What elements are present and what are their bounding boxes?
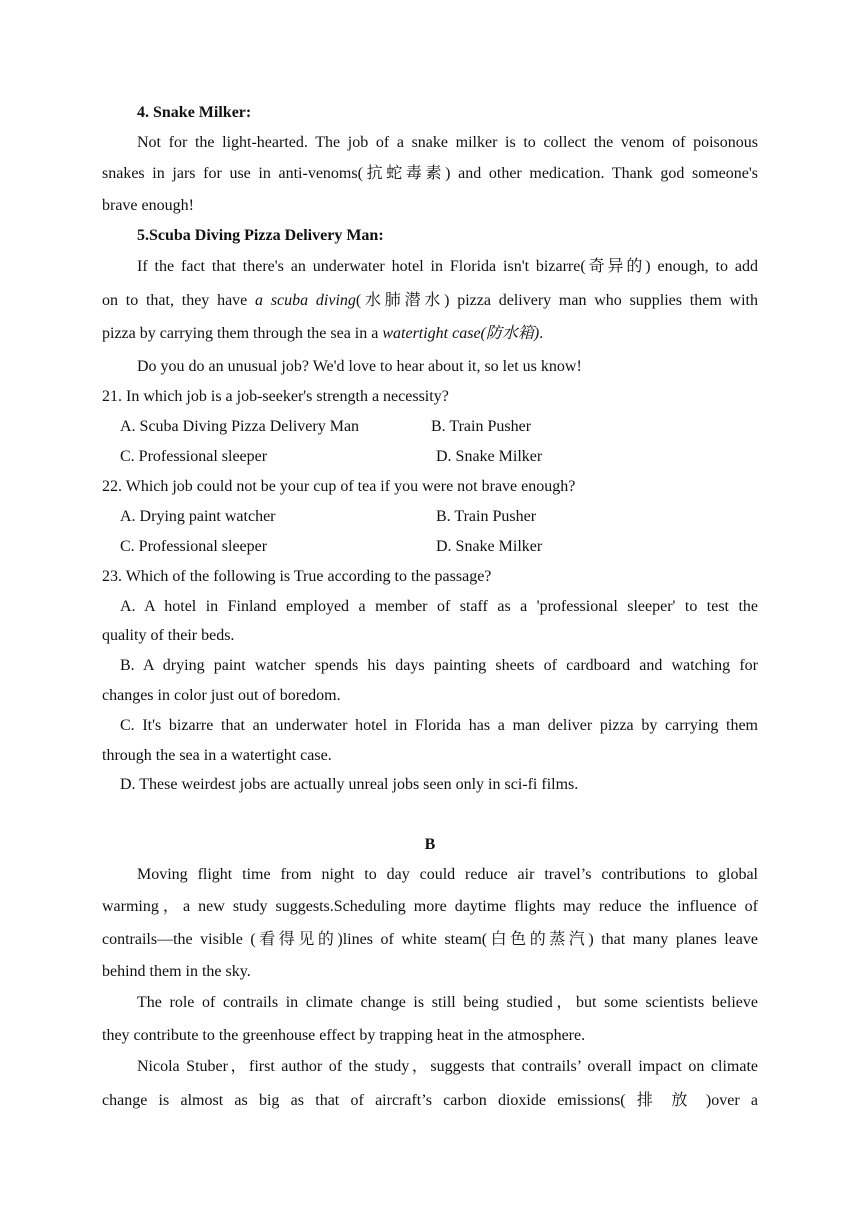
question-22-option-a: A. Drying paint watcher: [120, 508, 276, 525]
scuba-text: on to that, they have: [102, 292, 256, 309]
question-23-option-a-cont: quality of their beds.: [102, 627, 235, 644]
scuba-text: (水肺潜水) pizza delivery man who supplies them with: [355, 292, 758, 309]
question-21-option-b: B. Train Pusher: [431, 418, 532, 435]
question-23-option-d: D. These weirdest jobs are actually unreal jobs seen only in sci-fi films.: [120, 776, 579, 793]
scuba-text: .: [539, 325, 544, 342]
question-22-option-b: B. Train Pusher: [436, 508, 537, 525]
section-b-heading: B: [424, 836, 436, 853]
b-paragraph-2-line: they contribute to the greenhouse effect by trapping heat in the atmosphere.: [102, 1027, 586, 1044]
snake-paragraph-line: snakes in jars for use in anti-venoms(抗蛇毒素) and other medication. Thank god someone's: [102, 165, 758, 182]
b-paragraph-1-line: contrails—the visible (看得见的)lines of white steam(白色的蒸汽) that many planes leave: [102, 931, 758, 948]
b-paragraph-3-line: change is almost as big as that of aircraft’s carbon dioxide emissions( 排 放 )over a: [102, 1092, 758, 1109]
question-21-option-a: A. Scuba Diving Pizza Delivery Man: [120, 418, 360, 435]
scuba-italic-term: watertight case(防水箱): [382, 325, 540, 342]
scuba-paragraph-line: If the fact that there's an underwater hotel in Florida isn't bizarre(奇异的) enough, to add: [137, 258, 758, 275]
scuba-paragraph-line: [102, 291, 758, 311]
b-paragraph-1-line: warming，a new study suggests.Scheduling more daytime flights may reduce the influence of: [102, 898, 759, 915]
b-paragraph-3-line: Nicola Stuber，first author of the study，suggests that contrails’ overall impact on climate: [137, 1058, 758, 1075]
question-23-option-c-cont: through the sea in a watertight case.: [102, 747, 332, 764]
scuba-paragraph-line: [102, 324, 758, 344]
question-23-option-b: B. A drying paint watcher spends his days painting sheets of cardboard and watching for: [120, 657, 758, 674]
question-21-option-c: C. Professional sleeper: [120, 448, 268, 465]
question-21-option-d: D. Snake Milker: [436, 448, 543, 465]
b-paragraph-1-line: behind them in the sky.: [102, 963, 251, 980]
question-23-option-c: C. It's bizarre that an underwater hotel in Florida has a man deliver pizza by carrying them: [120, 717, 758, 734]
question-22-option-d: D. Snake Milker: [436, 538, 543, 555]
heading-scuba-pizza: 5.Scuba Diving Pizza Delivery Man:: [137, 227, 384, 244]
scuba-italic-term: a scuba diving: [255, 292, 356, 309]
heading-snake-milker: 4. Snake Milker:: [137, 104, 252, 121]
b-paragraph-1-line: Moving flight time from night to day could reduce air travel’s contributions to global: [137, 866, 758, 883]
closing-line: Do you do an unusual job? We'd love to hear about it, so let us know!: [137, 358, 582, 375]
question-22-option-c: C. Professional sleeper: [120, 538, 268, 555]
question-23-stem: 23. Which of the following is True according to the passage?: [102, 568, 492, 585]
b-paragraph-2-line: The role of contrails in climate change is still being studied，but some scientists believe: [137, 994, 758, 1011]
snake-paragraph-line: Not for the light-hearted. The job of a snake milker is to collect the venom of poisonous: [137, 134, 758, 151]
scuba-text: pizza by carrying them through the sea in a: [102, 325, 383, 342]
snake-paragraph-line: brave enough!: [102, 197, 194, 214]
question-23-option-a: A. A hotel in Finland employed a member of staff as a 'professional sleeper' to test the: [120, 598, 758, 615]
question-22-stem: 22. Which job could not be your cup of tea if you were not brave enough?: [102, 478, 576, 495]
question-21-stem: 21. In which job is a job-seeker's strength a necessity?: [102, 388, 449, 405]
question-23-option-b-cont: changes in color just out of boredom.: [102, 687, 341, 704]
